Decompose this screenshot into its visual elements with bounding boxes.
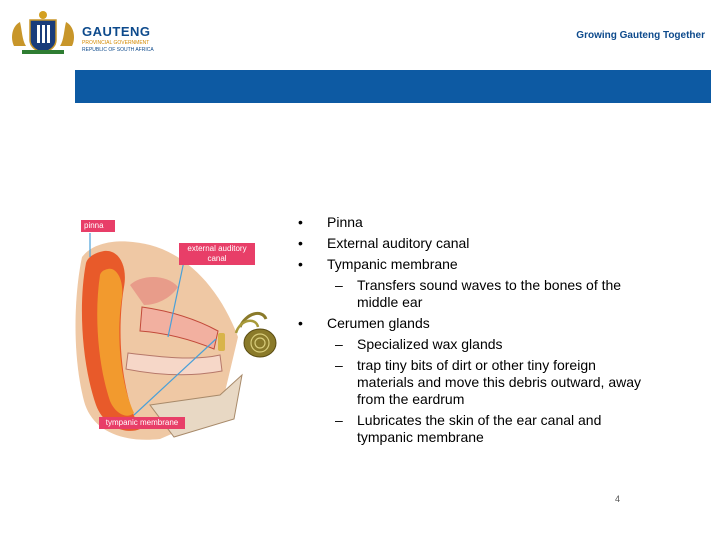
sub-bullet-text: trap tiny bits of dirt or other tiny foreign materials and move this debris outward, away from the eardrum	[357, 357, 642, 407]
bullet-list	[298, 214, 648, 450]
sub-bullet-item	[298, 412, 648, 446]
logo-subtitle-2: REPUBLIC OF SOUTH AFRICA	[82, 47, 154, 53]
page-number: 4	[615, 494, 621, 504]
logo-title: GAUTENG	[82, 24, 151, 39]
tagline: Growing Gauteng Together	[576, 30, 705, 41]
coat-of-arms-icon	[8, 10, 78, 56]
bullet-dot: •	[298, 214, 303, 230]
label-tympanic-membrane: tympanic membrane	[99, 417, 185, 429]
dash-mark: –	[335, 412, 343, 428]
bullet-text: Cerumen glands	[327, 315, 430, 331]
bullet-item	[298, 256, 648, 273]
sub-bullet-text: Specialized wax glands	[357, 336, 503, 352]
bullet-dot: •	[298, 315, 303, 331]
bullet-text: External auditory canal	[327, 235, 470, 251]
label-external-auditory-canal: external auditory canal	[179, 243, 255, 265]
sub-bullet-item	[298, 336, 648, 353]
title-bar	[75, 70, 711, 103]
gauteng-logo	[8, 10, 154, 56]
sub-bullet-item	[298, 357, 648, 408]
bullet-item	[298, 315, 648, 332]
bullet-item	[298, 235, 648, 252]
bullet-dot: •	[298, 256, 303, 272]
ear-anatomy-figure	[70, 215, 280, 445]
bullet-dot: •	[298, 235, 303, 251]
dash-mark: –	[335, 336, 343, 352]
logo-subtitle: PROVINCIAL GOVERNMENT	[82, 40, 150, 46]
sub-bullet-text: Lubricates the skin of the ear canal and tympanic membrane	[357, 412, 602, 445]
bullet-text: Tympanic membrane	[327, 256, 458, 272]
sub-bullet-text: Transfers sound waves to the bones of the middle ear	[357, 277, 622, 310]
dash-mark: –	[335, 357, 343, 373]
dash-mark: –	[335, 277, 343, 293]
bullet-text: Pinna	[327, 214, 363, 230]
sub-bullet-item	[298, 277, 648, 311]
label-pinna: pinna	[81, 220, 115, 232]
bullet-item	[298, 214, 648, 231]
